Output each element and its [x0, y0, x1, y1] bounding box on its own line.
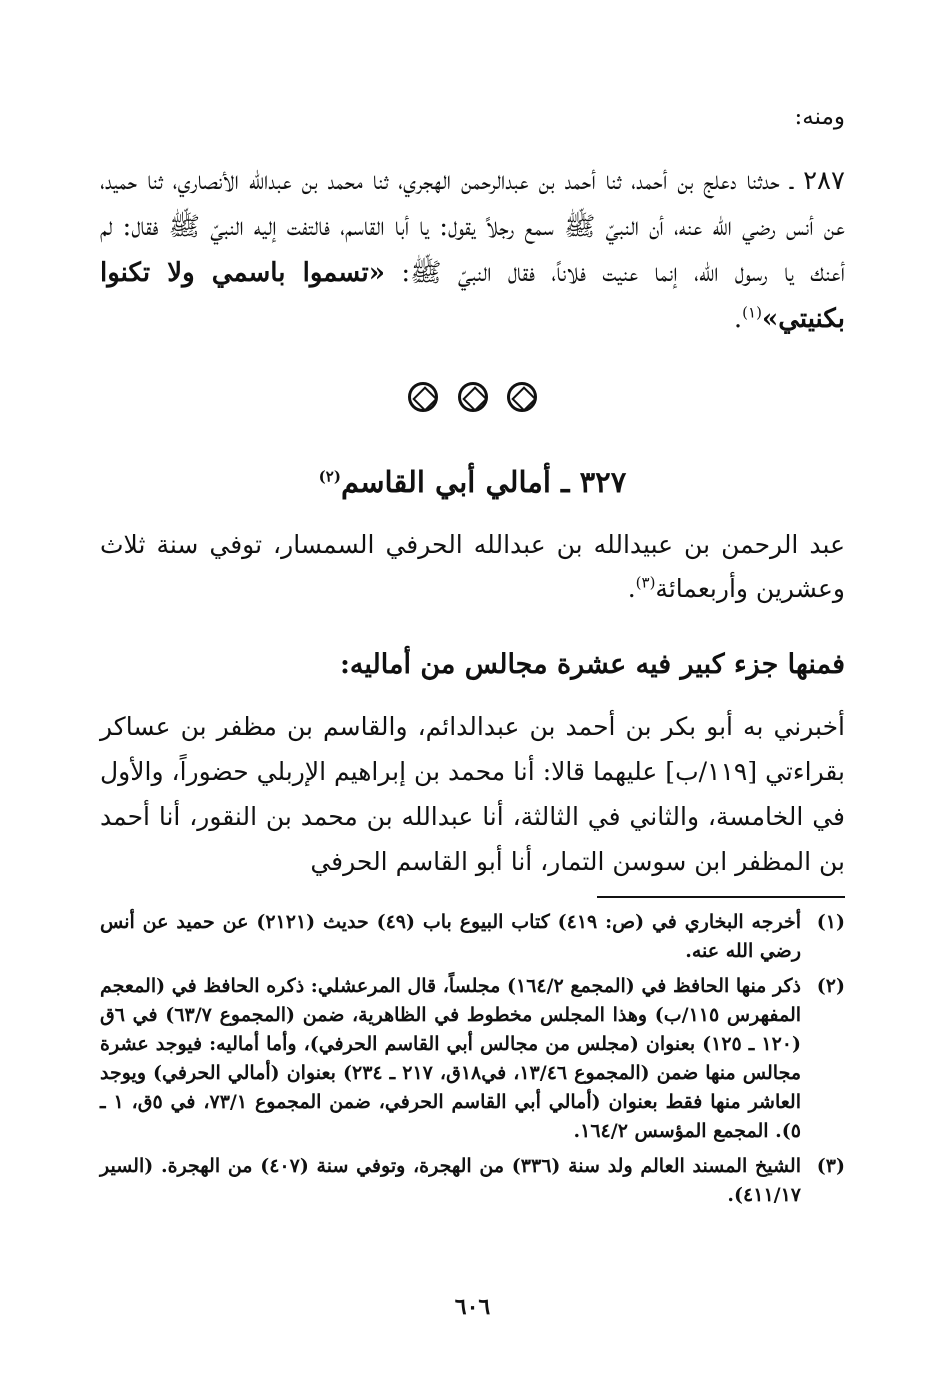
section-title — [0, 462, 945, 502]
hadith-quote: «تسموا باسمي ولا تكنوا بكنيتي» — [100, 258, 845, 334]
ornament-icon — [458, 382, 488, 412]
hadith-body: ٢٨٧ ـ حدثنا دعلج بن أحمد، ثنا أحمد بن عبدالرحمن الهجري، ثنا محمد بن عبدالله الأنصاري، ثنا حميد، عن أنس رضي الله عنه، أن النبيّ ﷺ سمع رجلاً يقول: يا أبا القاسم، فالتفت إليه النبيّ ﷺ فقال: لم أعنك يا رسول الله، إنما عنيت فلاناً، فقال النبيّ ﷺ: — [100, 166, 846, 288]
footnote-item — [100, 1152, 845, 1210]
author-paragraph — [100, 523, 845, 611]
footnote-item — [100, 908, 845, 966]
page-number: ٦٠٦ — [454, 1294, 491, 1320]
author-end: . — [627, 574, 636, 603]
footnote-number: (٢) — [816, 975, 845, 997]
footnote-text: ذكر منها الحافظ في (المجمع ١٦٤/٢) مجلساً، قال المرعشلي: ذكره الحافظ في (المعجم المفهرس ١١٥/ب) وهذا المجلس مخطوط في الظاهرية، ضمن (المجموع ٦٣/٧) في ٦ق (١٢٠ ـ ١٢٥) بعنوان (مجلس من مجالس أبي القاسم الحرفي)، وأما أماليه: فيوجد عشرة مجالس منها ضمن (المجموع ١٣/٤٦، في١٨ق، ٢١٧ ـ ٢٣٤) بعنوان (أمالي الحرفي) ويوجد العاشر منها فقط بعنوان (أمالي أبي القاسم الحرفي، ضمن المجموع ٧٣/١، في ٥ق، ١ ـ ٥). المجمع المؤسس ١٦٤/٢. — [100, 975, 802, 1142]
footnote-text: الشيخ المسند العالم ولد سنة (٣٣٦) من الهجرة، وتوفي سنة (٤٠٧) من الهجرة. (السير ٤١١/١٧). — [100, 1155, 801, 1206]
section-title-text: ٣٢٧ ـ أمالي أبي القاسم — [340, 465, 627, 499]
ornament-icon — [507, 382, 537, 412]
intro-label: ومنه: — [794, 104, 845, 130]
footnote-number: (٣) — [816, 1155, 845, 1177]
footnote-divider — [597, 896, 845, 898]
section-divider — [0, 382, 945, 416]
isnad-paragraph: أخبرني به أبو بكر بن أحمد بن عبدالدائم، والقاسم بن مظفر بن عساكر بقراءتي [١١٩/ب] عليهما قالا: أنا محمد بن إبراهيم الإربلي حضوراً، والأول في الخامسة، والثاني في الثالثة، أنا عبدالله بن محمد بن النقور، أنا أحمد بن المظفر ابن سوسن التمار، أنا أبو القاسم الحرفي — [100, 712, 845, 876]
hadith-paragraph — [100, 158, 845, 342]
hadith-end: . — [733, 304, 743, 334]
ornament-icon — [408, 382, 438, 412]
footnote-text: أخرجه البخاري في (ص: ٤١٩) كتاب البيوع باب (٤٩) حديث (٢١٢١) عن حميد عن أنس رضي الله عنه. — [100, 911, 801, 962]
footnote-ref-2[interactable]: (٢) — [318, 467, 341, 486]
author-text: عبد الرحمن بن عبيدالله بن عبدالله الحرفي السمسار، توفي سنة ثلاث وعشرين وأربعمائة — [100, 530, 845, 603]
subheading: فمنها جزء كبير فيه عشرة مجالس من أماليه: — [339, 649, 845, 680]
footnotes — [100, 908, 845, 1216]
footnote-ref-1[interactable]: (١) — [742, 303, 762, 322]
footnote-ref-3[interactable]: (٣) — [635, 573, 656, 592]
footnote-number: (١) — [816, 911, 845, 933]
footnote-item — [100, 972, 845, 1146]
